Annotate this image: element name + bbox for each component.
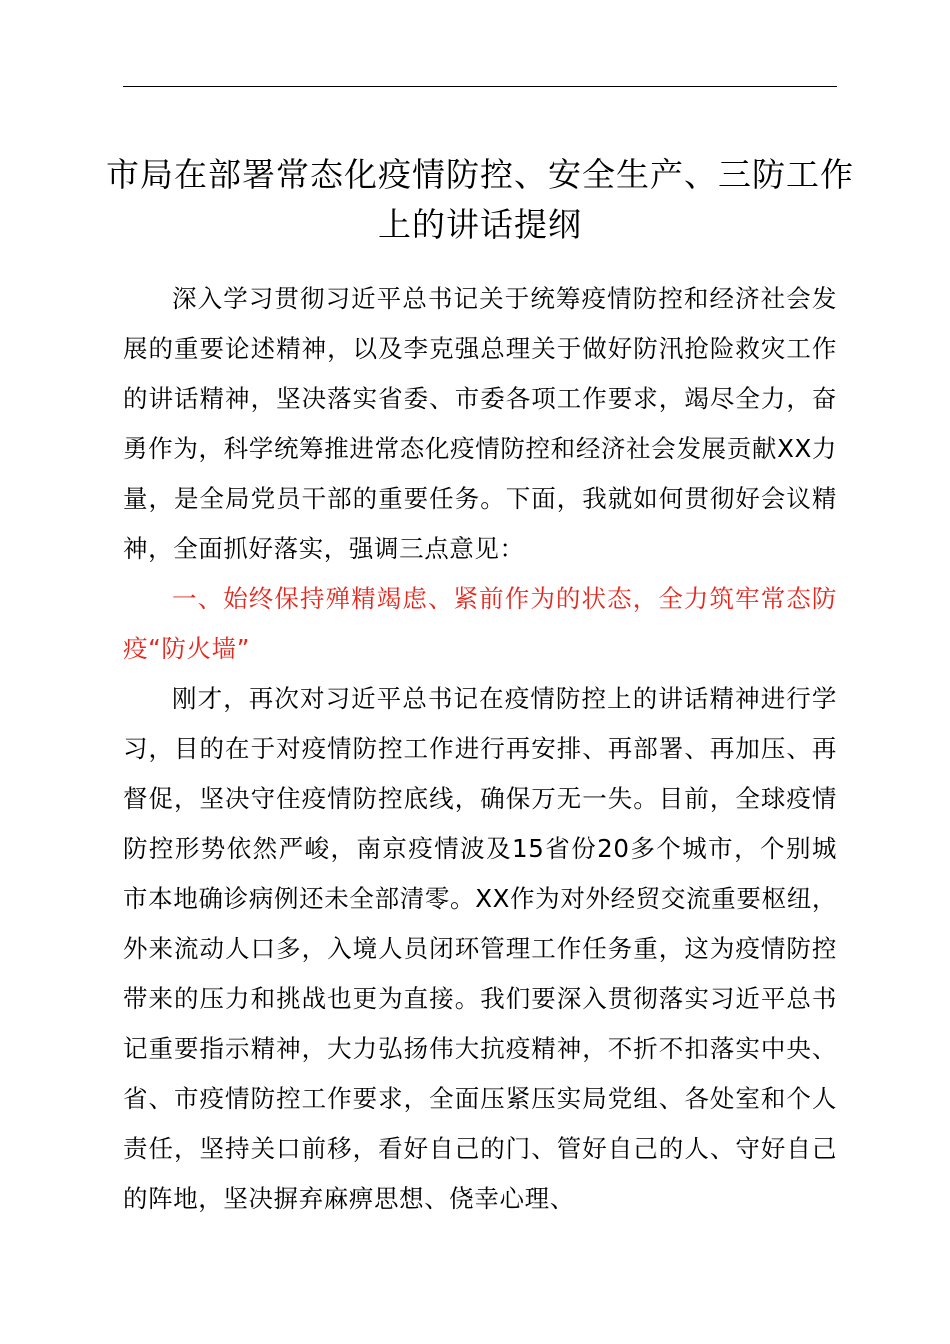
section-heading-1: 一、始终保持殚精竭虑、紧前作为的状态，全力筑牢常态防疫“防火墙” (123, 584, 837, 663)
document-body (123, 274, 837, 1224)
section-1-paragraph: 刚才，再次对习近平总书记在疫情防控上的讲话精神进行学习，目的在于对疫情防控工作进行再安排、再部署、再加压、再督促，坚决守住疫情防控底线，确保万无一失。目前，全球疫情防控形势依然严峻，南京疫情波及15省份20多个城市，个别城市本地确诊病例还未全部清零。XX作为对外经贸交流重要枢纽，外来流动人口多，入境人员闭环管理工作任务重，这为疫情防控带来的压力和挑战也更为直接。我们要深入贯彻落实习近平总书记重要指示精神，大力弘扬伟大抗疫精神，不折不扣落实中央、省、市疫情防控工作要求，全面压紧压实局党组、各处室和个人责任，坚持关口前移，看好自己的门、管好自己的人、守好自己的阵地，坚决摒弃麻痹思想、侥幸心理、 (123, 684, 837, 1213)
document-title: 市局在部署常态化疫情防控、安全生产、三防工作上的讲话提纲 (106, 155, 854, 244)
header-rule (123, 86, 837, 87)
intro-paragraph: 深入学习贯彻习近平总书记关于统筹疫情防控和经济社会发展的重要论述精神，以及李克强总理关于做好防汛抢险救灾工作的讲话精神，坚决落实省委、市委各项工作要求，竭尽全力，奋勇作为，科学统筹推进常态化疫情防控和经济社会发展贡献XX力量，是全局党员干部的重要任务。下面，我就如何贯彻好会议精神，全面抓好落实，强调三点意见： (123, 284, 837, 563)
